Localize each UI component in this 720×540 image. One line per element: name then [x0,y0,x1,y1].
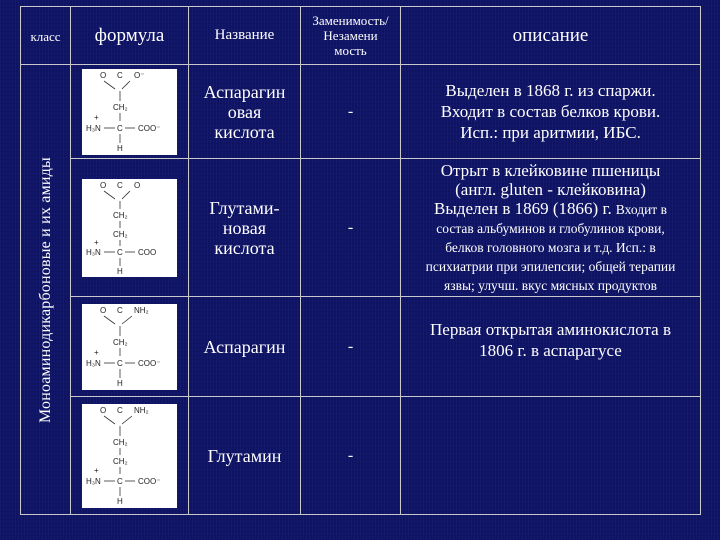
formula-atom: C [117,247,123,257]
formula-atom: O [134,180,141,190]
description-cell [401,397,701,515]
class-label: Моноаминодикарбоновые и их амиды [36,156,54,423]
description-cell: Выделен в 1868 г. из спаржи. Входит в состав белков крови. Исп.: при аритмии, ИБС. [401,65,701,159]
formula-atom: O [100,405,107,415]
formula-atom: C [117,476,123,486]
formula-charge: + [94,112,99,122]
formula-cell [71,397,189,515]
replaceability-cell: - [301,397,401,515]
formula-atom: CH₂ [113,229,128,239]
formula-atom: C [117,405,123,415]
formula-atom: NH₂ [134,305,149,315]
formula-atom: H₃N [86,247,101,257]
structural-formula-image [82,304,177,390]
description-cell: Отрыт в клейковине пшеницы (англ. gluten - клейковина) Выделен в 1869 (1866) г. Входит в состав альбуминов и глобулинов крови, белков головного мозга и т.д. Исп.: в психиатрии при эпилепсии; общей терапии язвы; улучш. вкус мясных продуктов [401,159,701,297]
formula-atom: NH₂ [134,405,149,415]
description-cell: Первая открытая аминокислота в 1806 г. в аспарагусе [401,297,701,397]
header-description: описание [401,7,701,65]
formula-atom: CH₂ [113,102,128,112]
replaceability-cell: - [301,159,401,297]
formula-atom: C [117,180,123,190]
formula-charge: + [94,465,99,475]
formula-atom: C [117,123,123,133]
table-row [21,397,701,515]
formula-atom: COO [138,247,157,257]
formula-charge: + [94,237,99,247]
formula-atom: COO⁻ [138,476,161,486]
table-row [21,297,701,397]
formula-atom: H [117,266,123,276]
structural-formula-image [82,404,177,508]
structural-formula-image [82,179,177,277]
table-row [21,65,701,159]
formula-atom: H [117,378,123,388]
structural-formula-image [82,69,177,155]
class-cell [21,65,71,515]
amino-acid-table [20,6,701,515]
formula-atom: CH₂ [113,210,128,220]
formula-atom: C [117,305,123,315]
formula-atom: O [100,305,107,315]
formula-atom: H [117,143,123,153]
formula-atom: C [117,70,123,80]
formula-atom: COO⁻ [138,123,161,133]
formula-atom: O⁻ [134,70,145,80]
header-row [21,7,701,65]
formula-charge: + [94,347,99,357]
formula-cell [71,297,189,397]
name-cell: Аспарагин овая кислота [189,65,301,159]
replaceability-cell: - [301,297,401,397]
formula-atom: C [117,358,123,368]
replaceability-cell: - [301,65,401,159]
formula-atom: COO⁻ [138,358,161,368]
formula-cell [71,65,189,159]
formula-atom: H₃N [86,358,101,368]
table-row [21,159,701,297]
name-cell: Глутамин [189,397,301,515]
name-cell: Аспарагин [189,297,301,397]
formula-cell [71,159,189,297]
header-replaceability: Заменимость/ Незамени мость [301,7,401,65]
name-cell: Глутами- новая кислота [189,159,301,297]
formula-atom: CH₂ [113,337,128,347]
formula-atom: H₃N [86,476,101,486]
header-formula: формула [71,7,189,65]
formula-atom: O [100,180,107,190]
formula-atom: CH₂ [113,456,128,466]
formula-atom: O [100,70,107,80]
formula-atom: H [117,496,123,506]
header-name: Название [189,7,301,65]
formula-atom: H₃N [86,123,101,133]
header-class: класс [21,7,71,65]
formula-atom: CH₂ [113,437,128,447]
